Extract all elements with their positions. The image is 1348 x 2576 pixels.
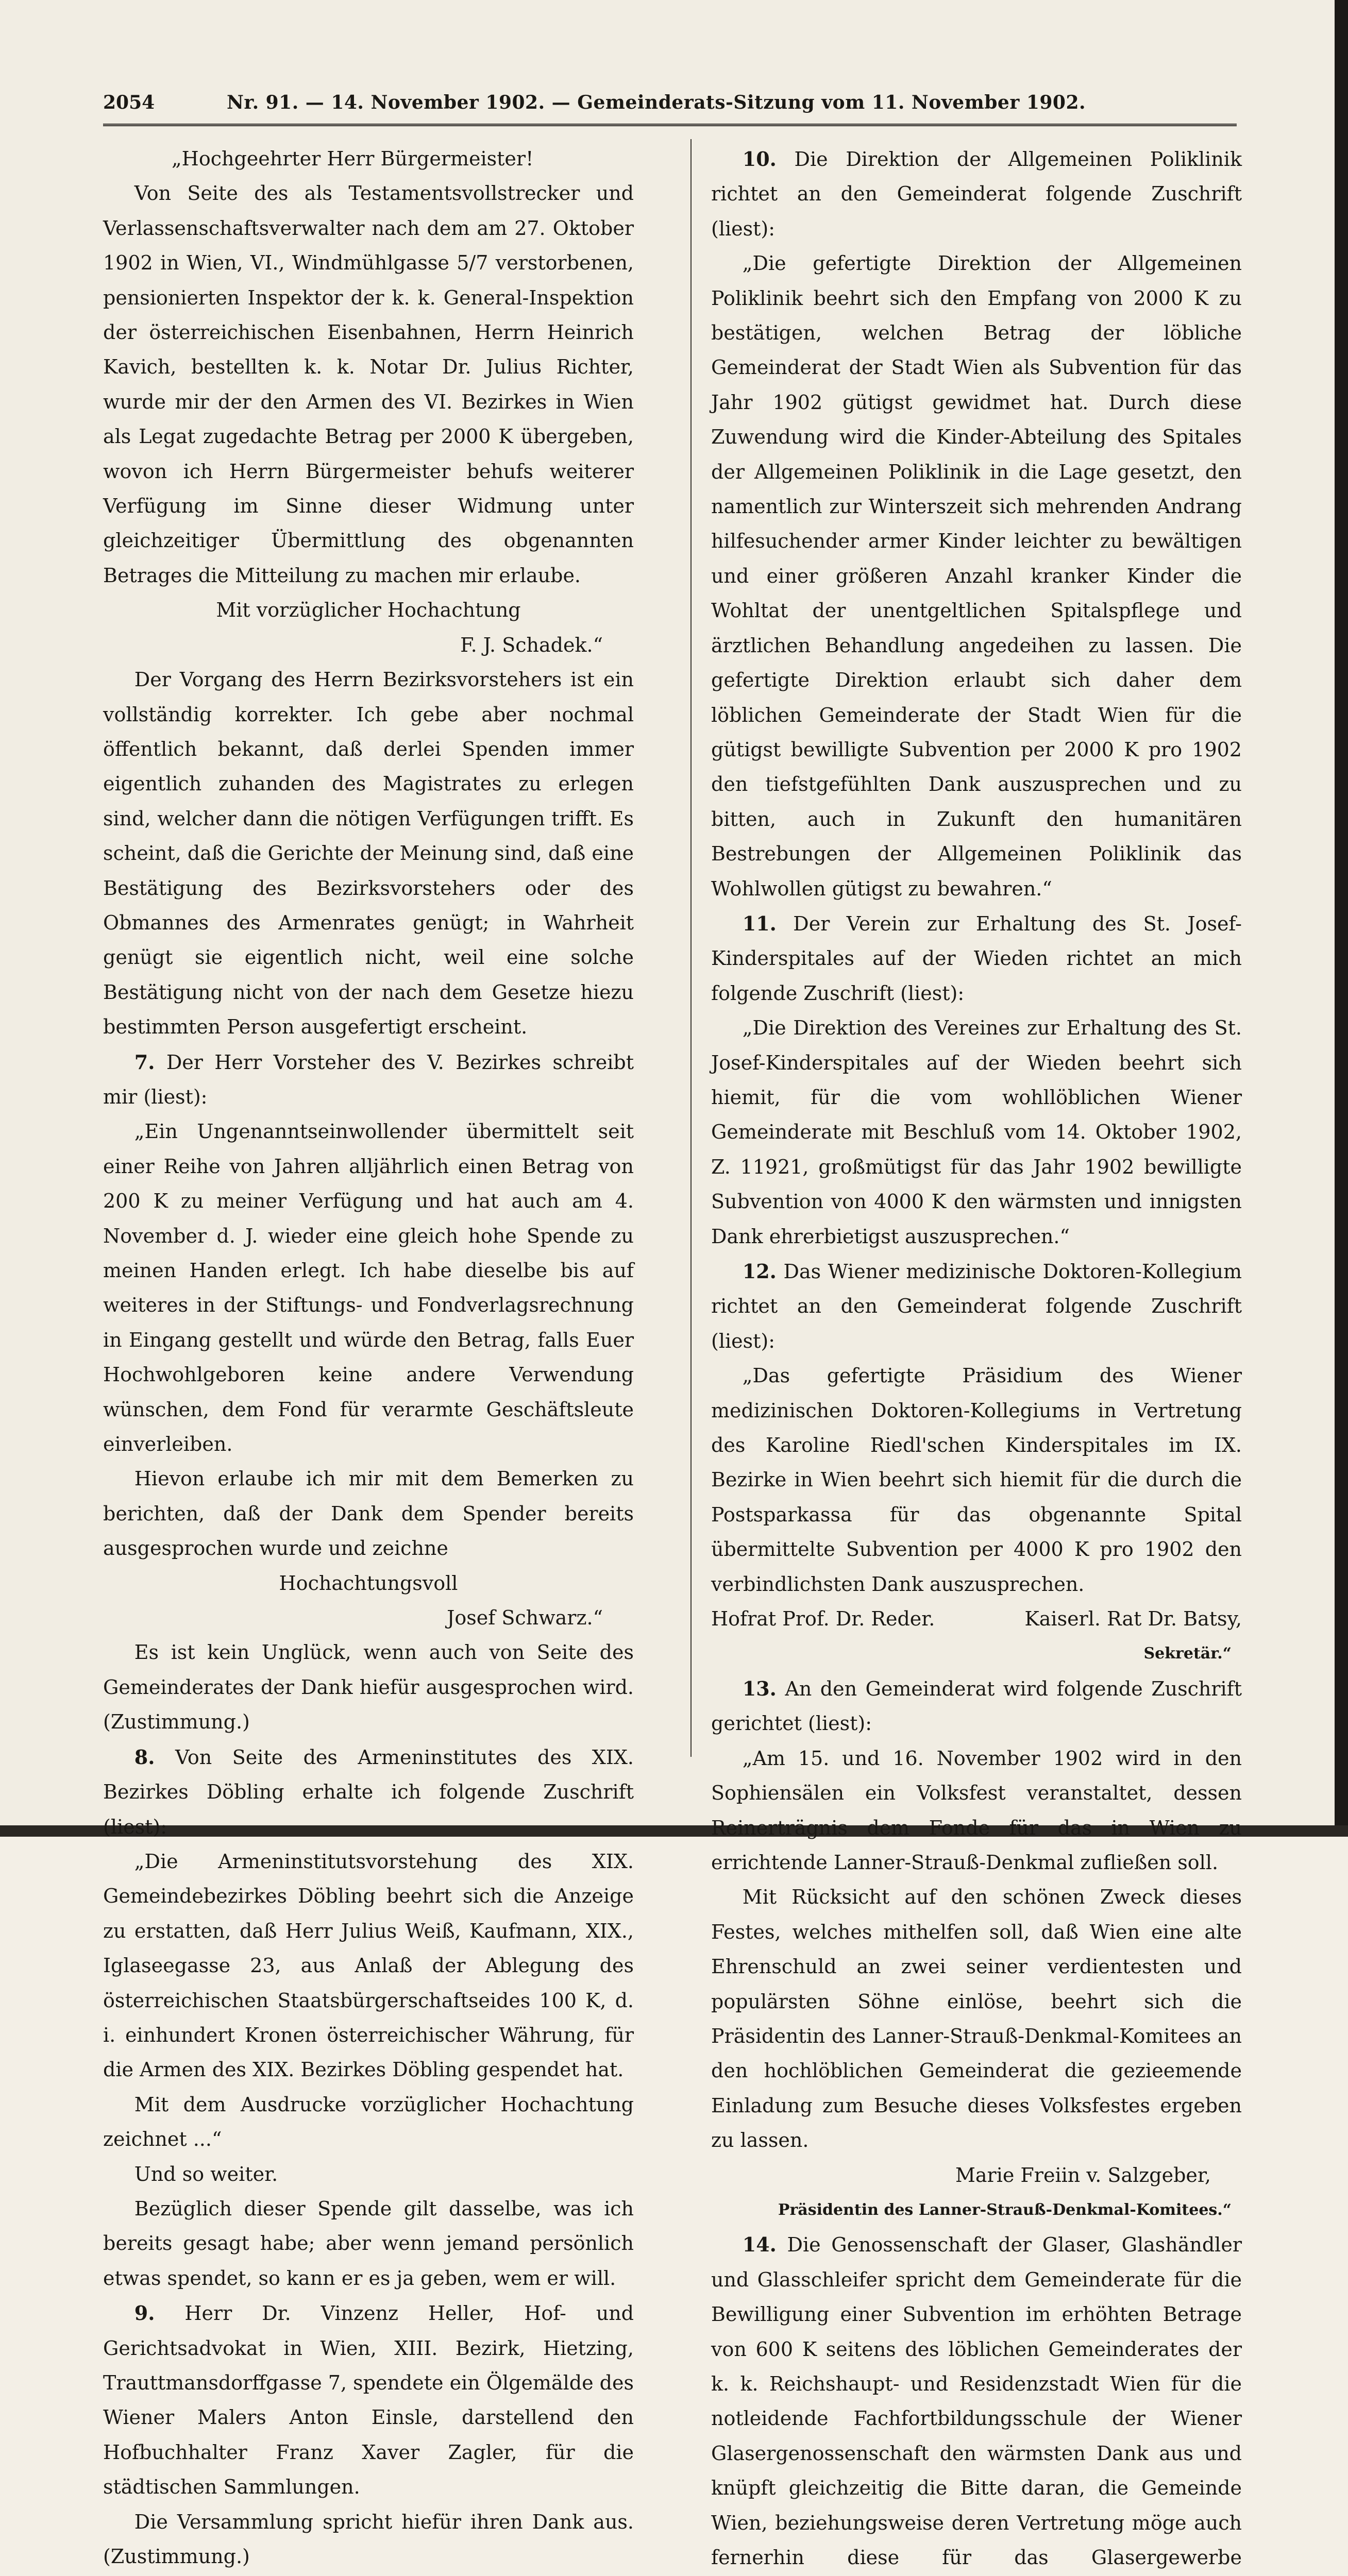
right-line: [103, 628, 634, 663]
paragraph-text: Mit dem Ausdrucke vorzüglicher Hochachtung zeichnet ...“: [103, 2093, 634, 2151]
paragraph-text: Die Versammlung spricht hiefür ihren Dank aus. (Zustimmung.): [103, 2510, 634, 2568]
paragraph-text: Von Seite des als Testamentsvollstrecker und Verlassenschaftsverwalter nach dem am 27. Oktober 1902 in Wien, VI., Windmühlgasse 5/7 verstorbenen, pensionierten Inspektor der k. k. General-Inspektion der österreichischen Eisenbahnen, Herrn Heinrich Kavich, bestellten k. k. Notar Dr. Julius Richter, wurde mir der den Armen des VI. Bezirkes in Wien als Legat zugedachte Betrag per 2000 K übergeben, wovon ich Herrn Bürgermeister behufs weiterer Verfügung im Sinne dieser Widmung unter gleichzeitiger Übermittlung des obgenannten Betrages die Mitteilung zu machen mir erlaube.: [103, 182, 634, 587]
paragraph-text: „Ein Ungenanntseinwollender übermittelt seit einer Reihe von Jahren alljährlich einen Betrag von 200 K zu meiner Verfügung und hat auch am 4. November d. J. wieder eine gleich hohe Spende zu meinen Handen erlegt. Ich habe dieselbe bis auf weiteres in der Stiftungs- und Fondverlagsrechnung in Eingang gestellt und würde den Betrag, falls Euer Hochwohlgeboren keine andere Verwendung wünschen, dem Fond für verarmte Geschäftsleute einverleiben.: [103, 1120, 634, 1456]
center-line: [103, 593, 634, 628]
plain-line: [103, 2157, 634, 2192]
paragraph: [103, 1635, 634, 1739]
paragraph: [711, 2227, 1242, 2576]
paragraph-text: An den Gemeinderat wird folgende Zuschrift gerichtet (liest):: [711, 1677, 1242, 1735]
paragraph: [711, 1880, 1242, 2158]
paragraph-text: „Die Armeninstitutsvorstehung des XIX. Gemeindebezirkes Döbling beehrt sich die Anzeige zu erstatten, daß Herr Julius Weiß, Kaufmann, XIX., Iglaseegasse 23, aus Anlaß der Ablegung des österreichischen Staatsbürgerschaftseides 100 K, d. i. einhundert Kronen österreichischer Währung, für die Armen des XIX. Bezirkes Döbling gespendet hat.: [103, 1850, 634, 2081]
paragraph: [711, 1671, 1242, 1741]
right-line: [711, 2158, 1242, 2193]
paragraph-text: Josef Schwarz.“: [447, 1606, 603, 1630]
item-number: 14.: [742, 2233, 777, 2257]
paragraph-text: Mit vorzüglicher Hochachtung: [216, 599, 521, 622]
item-number: 7.: [134, 1050, 155, 1074]
paragraph: [103, 2088, 634, 2157]
paragraph-text: Bezüglich dieser Spende gilt dasselbe, was ich bereits gesagt habe; aber wenn jemand persönlich etwas spendet, so kann er es ja geben, wem er will.: [103, 2197, 634, 2290]
signature-left: Hofrat Prof. Dr. Reder.: [711, 1607, 935, 1631]
paragraph: [103, 2296, 634, 2504]
paragraph-text: Marie Freiin v. Salzgeber,: [955, 2163, 1211, 2187]
paragraph: [103, 176, 634, 593]
page-number: 2054: [103, 92, 155, 113]
paragraph: [103, 2192, 634, 2296]
item-number: 9.: [134, 2301, 155, 2325]
paragraph-text: Mit Rücksicht auf den schönen Zweck dieses Festes, welches mithelfen soll, daß Wien eine alte Ehrenschuld an zwei seiner verdientesten und populärsten Söhne einlöse, beehrt sich die Präsidentin des Lanner-Strauß-Denkmal-Komitees an den hochlöblichen Gemeinderat die gezieemende Einladung zum Besuche dieses Volksfestes ergeben zu lassen.: [711, 1886, 1242, 2152]
paragraph-text: Von Seite des Armeninstitutes des XIX. Bezirkes Döbling erhalte ich folgende Zuschrift (liest):: [103, 1745, 634, 1838]
paragraph: [711, 1011, 1242, 1254]
paragraph: [711, 906, 1242, 1011]
paragraph-text: Der Vorgang des Herrn Bezirksvorstehers ist ein vollständig korrekter. Ich gebe aber nochmal öffentlich bekannt, daß derlei Spenden immer eigentlich zuhanden des Magistrates zu erlegen sind, welcher dann die nötigen Verfügungen trifft. Es scheint, daß die Gerichte der Meinung sind, daß eine Bestätigung des Bezirksvorstehers oder des Obmannes des Armenrates genügt; in Wahrheit genügt sie eigentlich nicht, weil eine solche Bestätigung nicht von der nach dem Gesetze hiezu bestimmten Person ausgefertigt erscheint.: [103, 668, 634, 1039]
signature-right: Kaiserl. Rat Dr. Batsy,: [1024, 1607, 1242, 1631]
scan-edge-right: [1335, 0, 1348, 1837]
paragraph-text: „Das gefertigte Präsidium des Wiener medizinischen Doktoren-Kollegiums in Vertretung des Karoline Riedl'schen Kinderspitales im IX. Bezirke in Wien beehrt sich hiemit für die durch die Postsparkassa für das obgenannte Spital übermittelte Subvention per 4000 K pro 1902 den verbindlichsten Dank auszusprechen.: [711, 1364, 1242, 1596]
paragraph: [103, 2505, 634, 2574]
paragraph: [103, 1045, 634, 1115]
signature-row: [711, 1602, 1242, 1636]
left-column: [103, 142, 634, 2574]
paragraph-text: F. J. Schadek.“: [460, 633, 603, 656]
item-number: 11.: [742, 911, 777, 935]
right-small-line: [711, 1636, 1242, 1671]
item-number: 12.: [742, 1260, 777, 1283]
paragraph-text: Präsidentin des Lanner-Strauß-Denkmal-Komitees.“: [778, 2200, 1232, 2219]
item-number: 13.: [742, 1676, 777, 1700]
right-small-line: [711, 2193, 1242, 2227]
paragraph: [103, 1114, 634, 1462]
paragraph-text: Die Direktion der Allgemeinen Poliklinik richtet an den Gemeinderat folgende Zuschrift (liest):: [711, 148, 1242, 240]
center-line: [103, 1566, 634, 1601]
greet-line: [103, 142, 634, 176]
paragraph: [711, 1254, 1242, 1359]
paragraph-text: Sekretär.“: [1143, 1645, 1232, 1663]
right-line: [103, 1601, 634, 1635]
paragraph-text: Der Herr Vorsteher des V. Bezirkes schreibt mir (liest):: [103, 1050, 634, 1108]
paragraph-text: Der Verein zur Erhaltung des St. Josef-Kinderspitales auf der Wieden richtet an mich folgende Zuschrift (liest):: [711, 912, 1242, 1005]
paragraph-text: „Am 15. und 16. November 1902 wird in den Sophiensälen ein Volksfest veranstaltet, dessen Reinerträgnis dem Fonde für das in Wien zu errichtende Lanner-Strauß-Denkmal zufließen soll.: [711, 1747, 1242, 1874]
paragraph-text: „Die Direktion des Vereines zur Erhaltung des St. Josef-Kinderspitales auf der Wieden beehrt sich hiemit, für die vom wohllöblichen Wiener Gemeinderate mit Beschluß vom 14. Oktober 1902, Z. 11921, großmütigst für das Jahr 1902 bewilligte Subvention von 4000 K den wärmsten und innigsten Dank ehrerbietigst auszusprechen.“: [711, 1016, 1242, 1248]
running-title: Nr. 91. — 14. November 1902. — Gemeinderats-Sitzung vom 11. November 1902.: [227, 92, 1086, 113]
paragraph: [103, 1462, 634, 1566]
header-rule: [103, 124, 1237, 126]
paragraph: [711, 142, 1242, 246]
paragraph: [711, 246, 1242, 906]
paragraph: [103, 1740, 634, 1844]
paragraph-text: Das Wiener medizinische Doktoren-Kollegium richtet an den Gemeinderat folgende Zuschrift (liest):: [711, 1260, 1242, 1352]
paragraph: [103, 1844, 634, 2088]
paragraph-text: Die Genossenschaft der Glaser, Glashändler und Glasschleifer spricht dem Gemeinderate für die Bewilligung einer Subvention im erhöhten Betrage von 600 K seitens des löblichen Gemeinderates der k. k. Reichshaupt- und Residenzstadt Wien für die notleidende Fachfortbildungsschule der Wiener Glasergenossenschaft den wärmsten Dank aus und knüpft gleichzeitig die Bitte daran, die Gemeinde Wien, beziehungsweise deren Vertretung möge auch fernerhin diese für das Glasergewerbe: [711, 2233, 1242, 2569]
paragraph: [711, 1741, 1242, 1880]
paragraph-text: Hievon erlaube ich mir mit dem Bemerken zu berichten, daß der Dank dem Spender bereits ausgesprochen wurde und zeichne: [103, 1467, 634, 1560]
paragraph-text: Herr Dr. Vinzenz Heller, Hof- und Gerichtsadvokat in Wien, XIII. Bezirk, Hietzing, Trauttmansdorffgasse 7, spendete ein Ölgemälde des Wiener Malers Anton Einsle, darstellend den Hofbuchhalter Franz Xaver Zagler, für die städtischen Sammlungen.: [103, 2302, 634, 2499]
column-divider: [690, 139, 692, 1757]
item-number: 8.: [134, 1745, 155, 1769]
paragraph-text: „Hochgeehrter Herr Bürgermeister!: [172, 147, 534, 170]
paragraph: [711, 1359, 1242, 1602]
paragraph-text: Hochachtungsvoll: [279, 1571, 458, 1595]
paragraph-text: Und so weiter.: [134, 2162, 278, 2185]
item-number: 10.: [742, 147, 777, 171]
paragraph-text: „Die gefertigte Direktion der Allgemeinen Poliklinik beehrt sich den Empfang von 2000 K zu bestätigen, welchen Betrag der löbliche Gemeinderat der Stadt Wien als Subvention für das Jahr 1902 gütigst gewidmet hat. Durch diese Zuwendung wird die Kinder-Abteilung des Spitales der Allgemeinen Poliklinik in die Lage gesetzt, den namentlich zur Winterszeit sich mehrenden Andrang hilfesuchender armer Kinder leichter zu bewältigen und einer größeren Anzahl kranker Kinder die Wohltat der unentgeltlichen Spitalspflege und ärztlichen Behandlung angedeihen zu lassen. Die gefertigte Direktion erlaubt sich daher dem löblichen Gemeinderate der Stadt Wien für die gütigst bewilligte Subvention per 2000 K pro 1902 den tiefstgefühlten Dank auszusprechen und zu bitten, auch in Zukunft den humanitären Bestrebungen der Allgemeinen Poliklinik das Wohlwollen gütigst zu bewahren.“: [711, 252, 1242, 900]
page-header: [103, 92, 1241, 123]
paragraph: [103, 663, 634, 1044]
right-column: [711, 142, 1242, 2576]
paragraph-text: Es ist kein Unglück, wenn auch von Seite des Gemeinderates der Dank hiefür ausgesprochen wird. (Zustimmung.): [103, 1641, 634, 1734]
